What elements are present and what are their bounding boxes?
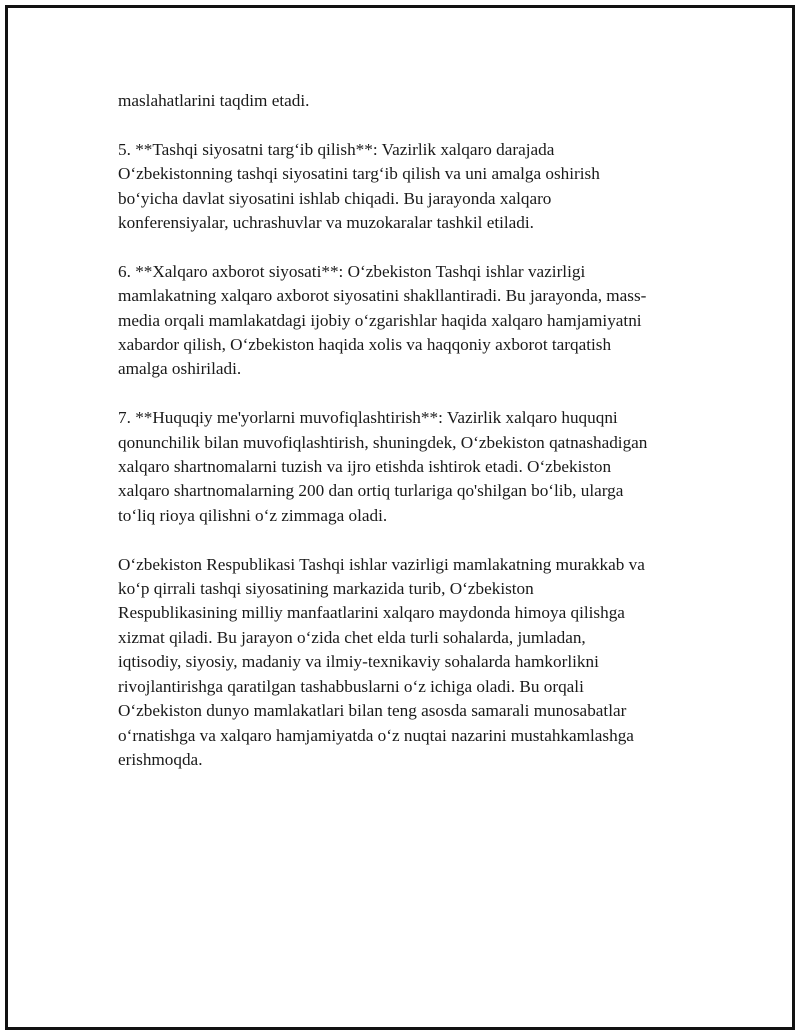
text-line: xabardor qilish, O‘zbekiston haqida xolis va haqqoniy axborot tarqatish [118, 335, 612, 355]
text-line: O‘zbekiston Respublikasi Tashqi ishlar vazirligi mamlakatning murakkab va [118, 554, 645, 574]
document-body [118, 89, 688, 797]
text-line: iqtisodiy, siyosiy, madaniy va ilmiy-texnikaviy sohalarda hamkorlikni [118, 652, 599, 672]
text-line: rivojlantirishga qaratilgan tashabbuslarni o‘z ichiga oladi. Bu orqali [118, 676, 584, 696]
text-line: O‘zbekiston dunyo mamlakatlari bilan teng asosda samarali munosabatlar [118, 701, 627, 721]
paragraph-item-7 [118, 406, 688, 528]
text-line: ko‘p qirrali tashqi siyosatining markazida turib, O‘zbekiston [118, 579, 534, 599]
text-line: O‘zbekistonning tashqi siyosatini targ‘ib qilish va uni amalga oshirish [118, 164, 600, 184]
text-line: qonunchilik bilan muvofiqlashtirish, shuningdek, O‘zbekiston qatnashadigan [118, 432, 648, 452]
text-line: xalqaro shartnomalarning 200 dan ortiq turlariga qo'shilgan bo‘lib, ularga [118, 481, 624, 501]
paragraph-item-5 [118, 138, 688, 236]
text-line: Respublikasining milliy manfaatlarini xalqaro maydonda himoya qilishga [118, 603, 625, 623]
text-line: bo‘yicha davlat siyosatini ishlab chiqadi. Bu jarayonda xalqaro [118, 188, 552, 208]
text-line: erishmoqda. [118, 749, 203, 769]
text-line: 7. **Huquqiy me'yorlarni muvofiqlashtirish**: Vazirlik xalqaro huquqni [118, 408, 618, 428]
text-line: 6. **Xalqaro axborot siyosati**: O‘zbekiston Tashqi ishlar vazirligi [118, 261, 586, 281]
paragraph-item-6 [118, 260, 688, 382]
paragraph-conclusion [118, 553, 688, 773]
text-line: xalqaro shartnomalarni tuzish va ijro etishda ishtirok etadi. O‘zbekiston [118, 457, 612, 477]
text-line: o‘rnatishga va xalqaro hamjamiyatda o‘z nuqtai nazarini mustahkamlashga [118, 725, 634, 745]
text-line: maslahatlarini taqdim etadi. [118, 91, 310, 110]
text-line: mamlakatning xalqaro axborot siyosatini shakllantiradi. Bu jarayonda, mass- [118, 286, 647, 306]
text-line: amalga oshiriladi. [118, 359, 242, 379]
text-line: 5. **Tashqi siyosatni targ‘ib qilish**: Vazirlik xalqaro darajada [118, 139, 555, 159]
paragraph-continuation [118, 89, 688, 113]
text-line: konferensiyalar, uchrashuvlar va muzokaralar tashkil etiladi. [118, 213, 534, 233]
text-line: media orqali mamlakatdagi ijobiy o‘zgarishlar haqida xalqaro hamjamiyatni [118, 310, 642, 330]
text-line: xizmat qiladi. Bu jarayon o‘zida chet elda turli sohalarda, jumladan, [118, 627, 586, 647]
text-line: to‘liq rioya qilishni o‘z zimmaga oladi. [118, 505, 388, 525]
